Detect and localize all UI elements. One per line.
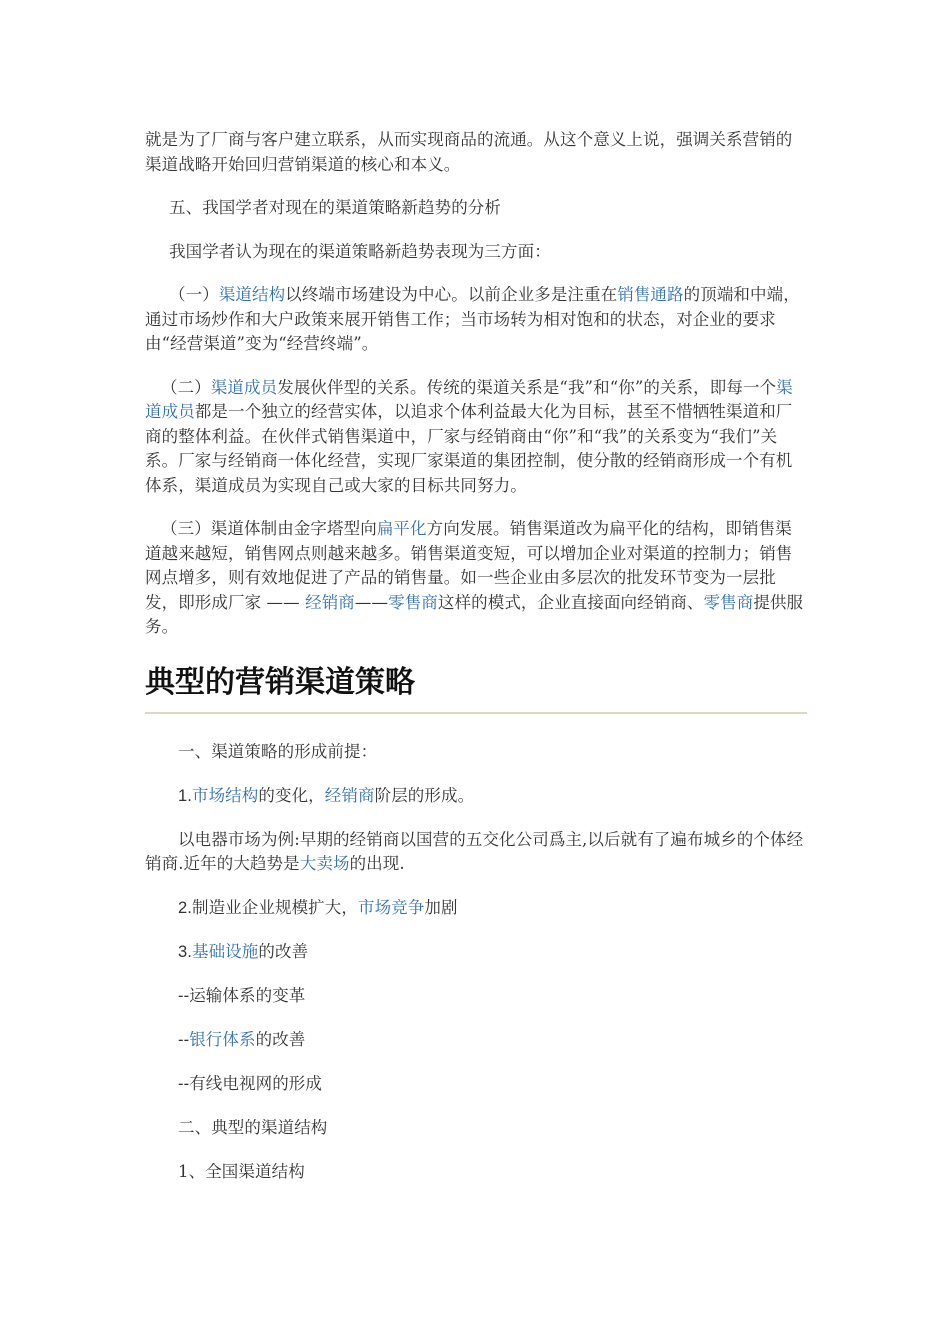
list-item: 二、典型的渠道结构	[178, 1118, 328, 1137]
article-content	[145, 128, 807, 1204]
link-retailer-2[interactable]: 零售商	[703, 592, 754, 612]
link-hypermarket[interactable]: 大卖场	[299, 854, 350, 873]
paragraph-trend-two: （二）渠道成员发展伙伴型的关系。传统的渠道关系是“我”和“你”的关系，即每一个渠道成员都是一个独立的经营实体，以追求个体利益最大化为目标，甚至不惜牺牲渠道和厂商的整体利益。在伙伴式销售渠道中，厂家与经销商由“你”和“我”的关系变为“我们”关系。厂家与经销商一体化经营，实现厂家渠道的集团控制，使分散的经销商形成一个有机体系，渠道成员为实现自己或大家的目标共同努力。	[145, 377, 793, 495]
link-retailer[interactable]: 零售商	[388, 592, 438, 612]
list-item: 3.基础设施的改善	[178, 942, 309, 961]
list-item: --运输体系的变革	[178, 986, 306, 1005]
paragraph-trends: 我国学者认为现在的渠道策略新趋势表现为三方面：	[169, 241, 551, 261]
link-sales-channel[interactable]: 销售通路	[617, 285, 684, 304]
link-market-competition[interactable]: 市场竞争	[357, 898, 425, 917]
list-item: 以电器市场为例:早期的经销商以国营的五交化公司爲主,以后就有了遍布城乡的个体经销商.近年的大趋势是大卖场的出现.	[145, 829, 804, 873]
section-five-title: 五、我国学者对现在的渠道策略新趋势的分析	[169, 198, 501, 217]
link-infrastructure[interactable]: 基础设施	[191, 942, 259, 961]
list-item: --有线电视网的形成	[178, 1074, 323, 1093]
link-channel-members-2[interactable]: 渠道成员	[145, 377, 793, 421]
link-distributor-class[interactable]: 经销商	[324, 785, 375, 805]
strategy-list	[145, 740, 807, 1185]
link-channel-structure[interactable]: 渠道结构	[218, 285, 286, 304]
list-item: 一、渠道策略的形成前提：	[178, 741, 378, 761]
list-item: 1、全国渠道结构	[178, 1162, 305, 1181]
paragraph-trend-three: （三）渠道体制由金字塔型向扁平化方向发展。销售渠道改为扁平化的结构，即销售渠道越来越短，销售网点则越来越多。销售渠道变短，可以增加企业对渠道的控制力；销售网点增多，则有效地促进了产品的销售量。如一些企业由多层次的批发环节变为一层批发，即形成厂家 —— 经销商——零售商这样的模式，企业直接面向经销商、零售商提供服务。	[145, 519, 804, 636]
link-flattening[interactable]: 扁平化	[376, 519, 427, 538]
link-distributor[interactable]: 经销商	[305, 592, 355, 612]
link-market-structure[interactable]: 市场结构	[191, 785, 259, 805]
link-channel-members[interactable]: 渠道成员	[210, 377, 278, 397]
list-item: 2.制造业企业规模扩大，市场竞争加剧	[178, 898, 458, 917]
link-banking-system[interactable]: 银行体系	[189, 1030, 256, 1049]
paragraph-intro: 就是为了厂商与客户建立联系，从而实现商品的流通。从这个意义上说，强调关系营销的渠道战略开始回归营销渠道的核心和本义。	[145, 130, 793, 174]
list-item: 1.市场结构的变化，经销商阶层的形成。	[178, 785, 475, 805]
paragraph-trend-one: （一）渠道结构以终端市场建设为中心。以前企业多是注重在销售通路的顶端和中端，通过市场炒作和大户政策来展开销售工作；当市场转为相对饱和的状态，对企业的要求由“经营渠道”变为“经营终端”。	[145, 285, 800, 353]
section-heading: 典型的营销渠道策略	[145, 660, 807, 714]
list-item: --银行体系的改善	[178, 1030, 306, 1049]
